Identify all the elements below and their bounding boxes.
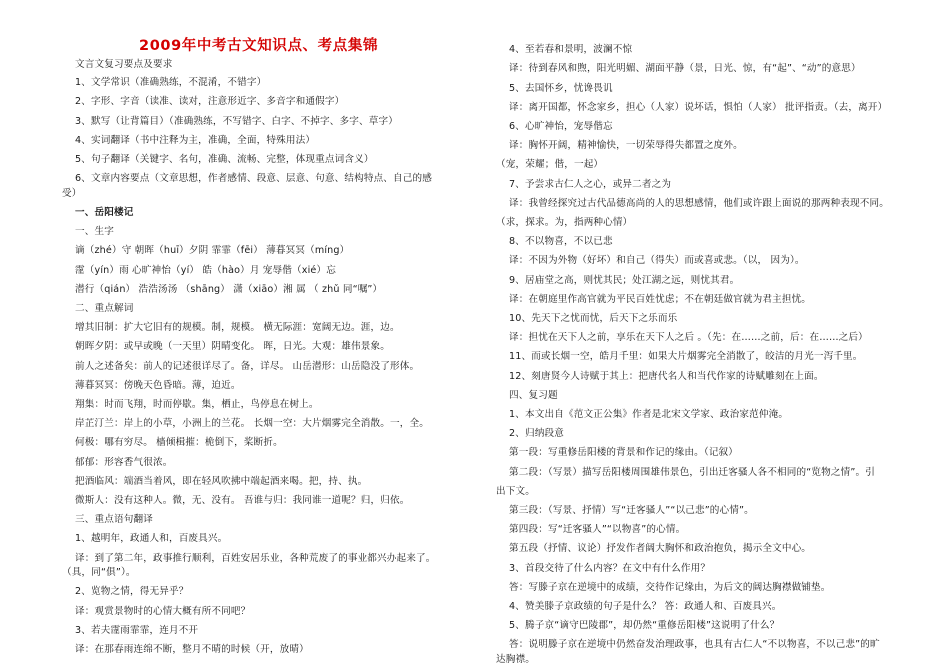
- left-column-line: 霪（yín）雨 心旷神怡（yí） 皓（hào）月 宠辱偕（xié）忘: [75, 265, 336, 276]
- left-column-line: 1、越明年，政通人和，百废具兴。: [75, 533, 228, 544]
- right-column-line: 9、居庙堂之高，则忧其民；处江湖之远，则忧其君。: [509, 275, 740, 286]
- left-column-line: （具，同“俱”）。: [62, 567, 136, 578]
- right-column-line: 4、至若春和景明，波澜不惊: [509, 44, 633, 55]
- right-column-line: 7、予尝求古仁人之心，或异二者之为: [509, 179, 672, 190]
- left-column-line: 5、句子翻译（关键字、名句，准确、流畅、完整，体现重点词含义）: [75, 154, 374, 165]
- left-column-line: 把酒临风：端酒当着风，即在轻风吹拂中端起酒来喝。把，持、执。: [75, 476, 368, 487]
- right-column-line: 5、腾子京“谪守巴陵郡”，却仍然“重修岳阳楼”这说明了什么？: [509, 620, 780, 631]
- left-column-line: 薄暮冥冥：傍晚天色昏暗。薄，迫近。: [75, 380, 241, 391]
- left-column-line: 2、览物之情，得无异乎？: [75, 586, 189, 597]
- right-column-line: 译：待到春风和煦，阳光明媚、湖面平静（景，日光、惊，有“起”、“动”的意思）: [509, 63, 861, 74]
- right-column-line: 6、心旷神怡，宠辱偕忘: [509, 121, 613, 132]
- left-column-line: 1、文学常识（准确熟练，不混淆，不错字）: [75, 77, 267, 88]
- right-column-line: 11、而或长烟一空，皓月千里：如果大片烟雾完全消散了，皎洁的月光一泻千里。: [509, 351, 863, 362]
- right-column-line: 译：我曾经探究过古代品德高尚的人的思想感情，他们或许跟上面说的那两种表现不同。: [509, 198, 890, 209]
- right-column-line: 答：写滕子京在逆境中的成绩，交待作记缘由，为后文的阔达胸襟做铺垫。: [509, 582, 831, 593]
- left-column-line: 文言文复习要点及要求: [75, 59, 173, 70]
- right-column-line: 译：胸怀开阔，精神愉快，一切荣辱得失都置之度外。: [509, 140, 743, 151]
- right-column-line: 2、归纳段意: [509, 428, 564, 439]
- left-column-line: 一、岳阳楼记: [75, 207, 134, 218]
- left-column-line: 二、重点解词: [75, 303, 134, 314]
- left-column-line: 前人之述备矣：前人的记述很详尽了。备，详尽。 山岳潜形：山岳隐没了形体。: [75, 361, 420, 372]
- left-column-line: 受）: [62, 188, 82, 199]
- right-column-line: 译：担忧在天下人之前，享乐在天下人之后 。（先：在……之前，后：在……之后）: [509, 332, 868, 343]
- right-column-line: 第四段：写“迁客骚人”“以物喜”的心情。: [509, 524, 686, 535]
- left-column-line: 译：观赏景物时的心情大概有所不同吧？: [75, 606, 251, 617]
- right-column-line: 第一段：写重修岳阳楼的背景和作记的缘由。（记叙）: [509, 447, 739, 458]
- right-column-line: 12、刻唐贤今人诗赋于其上：把唐代名人和当代作家的诗赋雕刻在上面。: [509, 371, 824, 382]
- left-column-line: 增其旧制：扩大它旧有的规模。制，规模。 横无际涯：宽阔无边。涯，边。: [75, 322, 400, 333]
- document-title: 2009年中考古文知识点、考点集锦: [139, 38, 379, 54]
- left-column-line: 微斯人：没有这种人。微，无、没有。 吾谁与归：我同谁一道呢？归，归依。: [75, 495, 410, 506]
- left-column-line: 郁郁：形容香气很浓。: [75, 457, 173, 468]
- right-column-line: 10、先天下之忧而忧，后天下之乐而乐: [509, 313, 678, 324]
- right-column-line: 译：离开国都，怀念家乡，担心（人家）说坏话，惧怕（人家） 批评指责。（去，离开）: [509, 102, 888, 113]
- right-column-line: 3、首段交待了什么内容？在文中有什么作用？: [509, 563, 711, 574]
- right-column-line: 译：不因为外物（好坏）和自己（得失）而或喜或悲。（以， 因为）。: [509, 255, 805, 266]
- right-column-line: 4、赞美滕子京政绩的句子是什么？ 答：政通人和、百废具兴。: [509, 601, 782, 612]
- left-column-line: 3、若夫霪雨霏霏，连月不开: [75, 625, 199, 636]
- left-column-line: 岸芷汀兰：岸上的小草，小洲上的兰花。 长烟一空：大片烟雾完全消散。一，全。: [75, 418, 429, 429]
- left-column-line: 翔集：时而飞翔，时而停歇。集，栖止，鸟停息在树上。: [75, 399, 319, 410]
- right-column-line: 第五段（抒情、议论）抒发作者阔大胸怀和政治抱负，揭示全文中心。: [509, 543, 812, 554]
- right-column-line: 第二段：（写景）描写岳阳楼周围雄伟景色，引出迁客骚人各不相同的“览物之情”。引: [509, 467, 875, 478]
- left-column-line: 3、默写（让背篇目）（准确熟练，不写错字、白字、不掉字、多字、草字）: [75, 116, 398, 127]
- left-column-line: 谪（zhé）守 朝晖（huī）夕阴 霏霏（fēi） 薄暮冥冥（míng）: [75, 245, 350, 256]
- right-column-line: （求，探求。为，指两种心情）: [496, 217, 633, 228]
- right-column-line: 译：在朝庭里作高官就为平民百姓忧虑；不在朝廷做官就为君主担忧。: [509, 294, 812, 305]
- right-column-line: 四、复习题: [509, 390, 558, 401]
- right-column-line: 5、去国怀乡，忧谗畏讥: [509, 83, 613, 94]
- right-column-line: 8、不以物喜，不以已悲: [509, 236, 613, 247]
- left-column-line: 朝晖夕阴：或早或晚（一天里）阴晴变化。 晖，日光。大观：雄伟景象。: [75, 341, 390, 352]
- left-column-line: 译：在那春雨连绵不断，整月不晴的时候（开，放晴）: [75, 644, 309, 655]
- left-column-line: 译：到了第二年，政事推行顺利，百姓安居乐业，各种荒废了的事业都兴办起来了。: [75, 553, 436, 564]
- right-column-line: 1、本文出自《范文正公集》作者是北宋文学家、政治家范仲淹。: [509, 409, 789, 420]
- left-column-line: 一、生字: [75, 226, 114, 237]
- right-column-line: 第三段：（写景、抒情）写“迁客骚人”“以己悲”的心情”。: [509, 505, 754, 516]
- left-column-line: 4、实词翻译（书中注释为主，准确，全面，特殊用法）: [75, 135, 316, 146]
- right-column-line: （宠，荣耀；偕，一起）: [496, 159, 604, 170]
- left-column-line: 潜行（qián） 浩浩汤汤 （shāng） 潇（xiāo）湘 属 （ zhǔ 同“嘱”）: [75, 284, 383, 295]
- right-column-line: 出下文。: [496, 486, 535, 497]
- right-column-line: 达胸襟。: [496, 654, 535, 665]
- left-column-line: 2、字形、字音（读准、读对，注意形近字、多音字和通假字）: [75, 96, 345, 107]
- left-column-line: 何极：哪有穷尽。 樯倾楫摧：桅倒下，桨断折。: [75, 437, 283, 448]
- left-column-line: 三、重点语句翻译: [75, 514, 153, 525]
- left-column-line: 6、文章内容要点（文章思想，作者感情、段意、层意、句意、结构特点、自己的感: [75, 173, 433, 184]
- right-column-line: 答：说明滕子京在逆境中仍然奋发治理政事，也具有古仁人“不以物喜，不以己悲”的旷: [509, 639, 880, 650]
